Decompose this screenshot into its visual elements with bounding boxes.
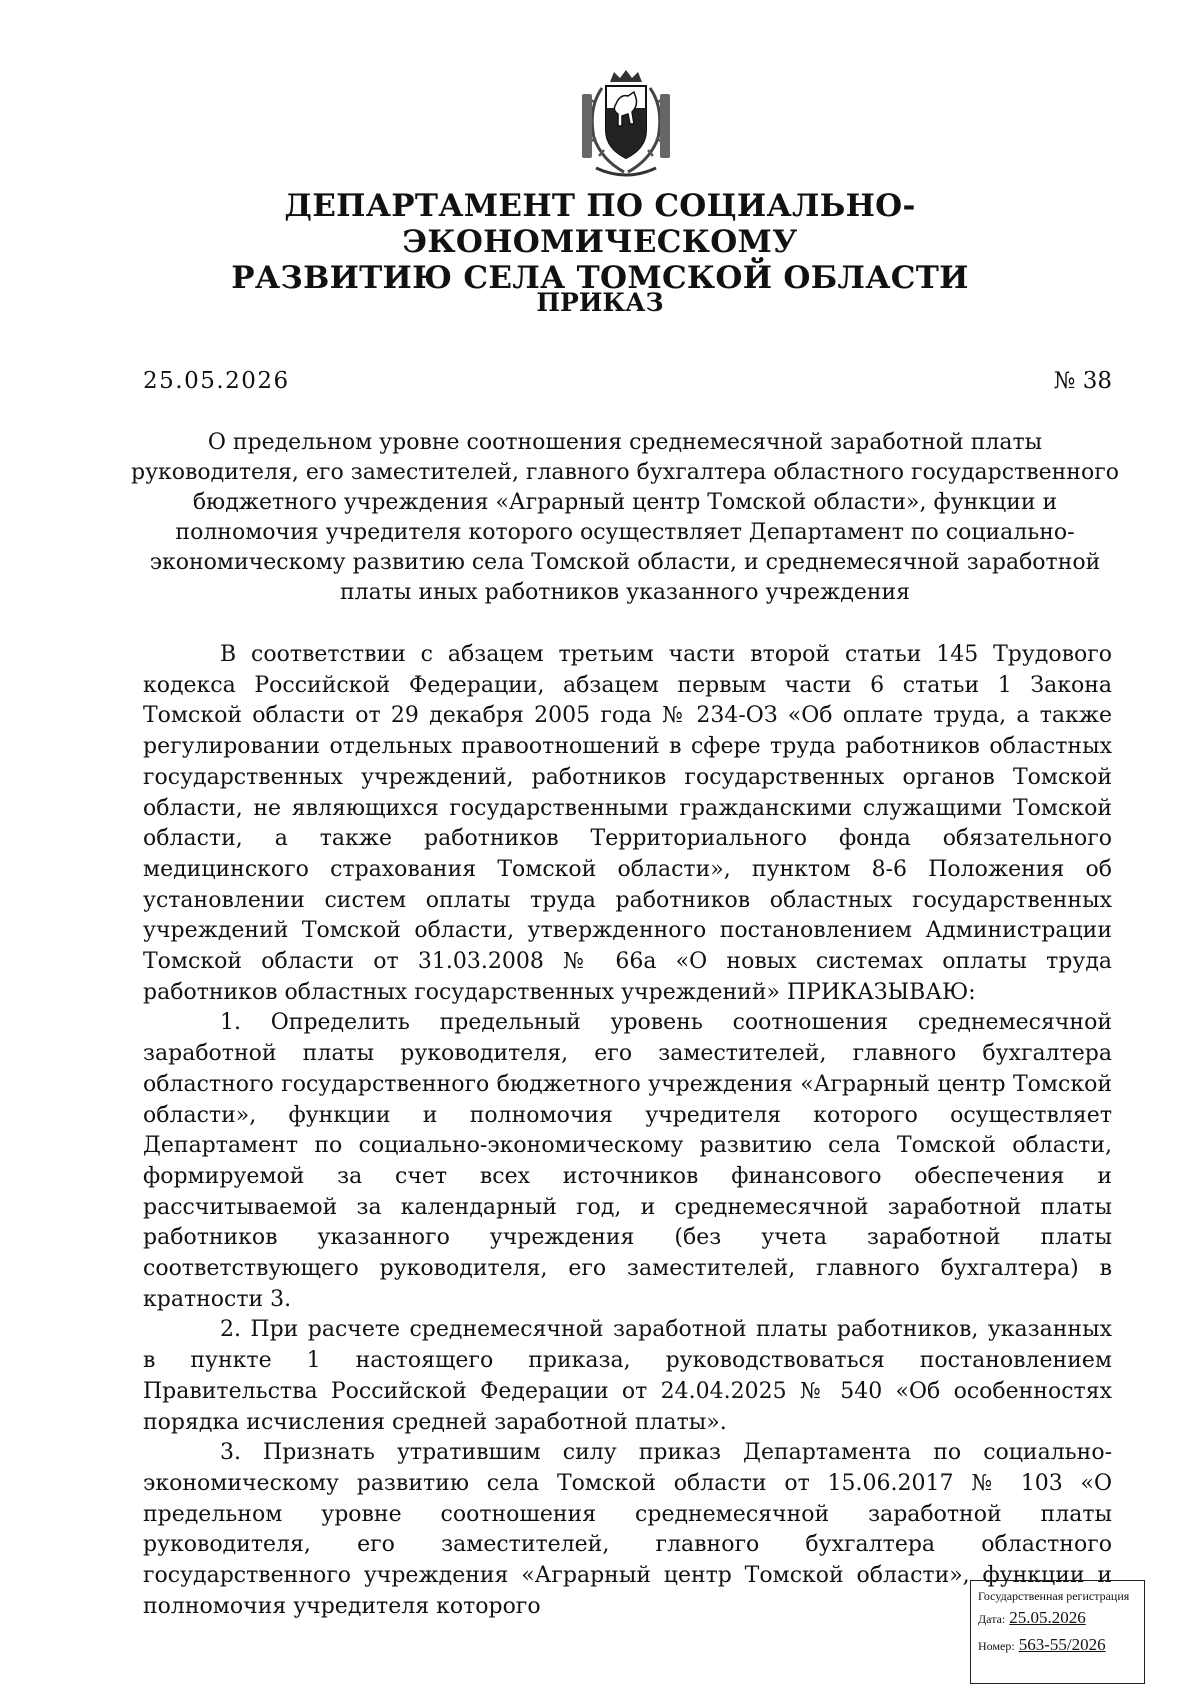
preamble-text: В соответствии с абзацем третьим части второй статьи 145 Трудового кодекса Российской Федерации, абзацем первым части 6 статьи 1 Закона Томской области от 29 декабря 2005 года № 234-ОЗ «Об оплате труда, а также регулировании отдельных правоотношений в сфере труда работников областных государственных учреждений, работников государственных органов Томской области, не являющихся государственными гражданскими служащими Томской области, а также работников Территориального фонда обязательного медицинского страхования Томской области», пунктом 8-6 Положения об установлении систем оплаты труда работников областных государственных учреждений Томской области, утвержденного постановлением Администрации Томской области от 31.03.2008 № 66а «О новых системах оплаты труда работников областных государственных учреждений» xyxy=(143,642,1112,1005)
stamp-date-label: Дата: xyxy=(978,1612,1006,1626)
stamp-number-label: Номер: xyxy=(978,1639,1015,1653)
order-word: ПРИКАЗЫВАЮ: xyxy=(786,979,976,1005)
tomsk-oblast-coat-of-arms-icon xyxy=(566,68,686,184)
order-item-1: 1. Определить предельный уровень соотношения среднемесячной заработной платы руководителя, его заместителей, главного бухгалтера областного государственного бюджетного учреждения «Аграрный центр Томской области», функции и полномочия учредителя которого осуществляет Департамент по социально-экономическому развитию села Томской области, формируемой за счет всех источников финансового обеспечения и рассчитываемой за календарный год, и среднемесячной заработной платы работников указанного учреждения (без учета заработной платы соответствующего руководителя, его заместителей, главного бухгалтера) в кратности 3. xyxy=(143,1010,1112,1312)
document-title: О предельном уровне соотношения среднемесячной заработной платы руководителя, его заместителей, главного бухгалтера областного государственного бюджетного учреждения «Аграрный центр Томской области», функции и полномочия учредителя которого осуществляет Департамент по социально-экономическому развитию села Томской области, и среднемесячной заработной платы иных работников указанного учреждения xyxy=(131,430,1119,605)
document-number: № 38 xyxy=(1053,368,1112,394)
stamp-date-value: 25.05.2026 xyxy=(1009,1608,1086,1627)
document-date: 25.05.2026 xyxy=(143,368,290,394)
preamble-paragraph xyxy=(143,640,1112,1008)
document-type: ПРИКАЗ xyxy=(536,288,664,317)
department-name-line2: РАЗВИТИЮ СЕЛА ТОМСКОЙ ОБЛАСТИ xyxy=(231,260,969,296)
stamp-title: Государственная регистрация xyxy=(978,1589,1130,1603)
stamp-number-value: 563-55/2026 xyxy=(1018,1635,1106,1654)
registration-stamp xyxy=(970,1580,1145,1684)
stamp-number-row xyxy=(978,1632,1144,1659)
stamp-date-row xyxy=(978,1605,1144,1632)
department-name-line1: ДЕПАРТАМЕНТ ПО СОЦИАЛЬНО-ЭКОНОМИЧЕСКОМУ xyxy=(284,188,916,260)
order-item-3: 3. Признать утратившим силу приказ Департамента по социально-экономическому развитию села Томской области от 15.06.2017 № 103 «О предельном уровне соотношения среднемесячной заработной платы руководителя, его заместителей, главного бухгалтера областного государственного учреждения «Аграрный центр Томской области», функции и полномочия учредителя которого xyxy=(143,1440,1112,1619)
department-name xyxy=(100,188,1100,296)
order-item-2: 2. При расчете среднемесячной заработной платы работников, указанных в пункте 1 настоящего приказа, руководствоваться постановлением Правительства Российской Федерации от 24.04.2025 № 540 «Об особенностях порядка исчисления средней заработной платы». xyxy=(143,1317,1112,1435)
document-body xyxy=(143,640,1112,1623)
